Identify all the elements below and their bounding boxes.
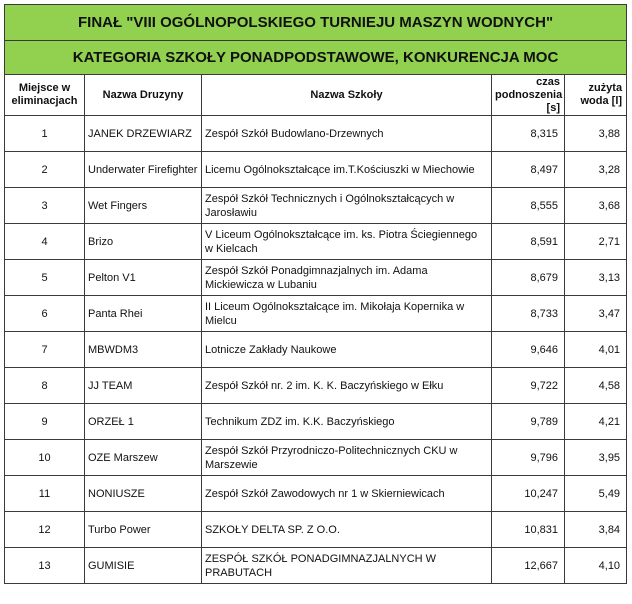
cell-school: Zespół Szkół Budowlano-Drzewnych: [202, 116, 492, 152]
cell-team: Brizo: [85, 224, 202, 260]
cell-time: 8,679: [492, 260, 565, 296]
table-row: [5, 224, 627, 260]
cell-place: 4: [5, 224, 85, 260]
cell-team: Underwater Firefighter: [85, 152, 202, 188]
cell-water: 3,95: [565, 440, 627, 476]
cell-water: 3,84: [565, 512, 627, 548]
cell-water: 5,49: [565, 476, 627, 512]
cell-school: II Liceum Ogólnokształcące im. Mikołaja Kopernika w Mielcu: [202, 296, 492, 332]
cell-water: 4,10: [565, 548, 627, 584]
cell-water: 4,58: [565, 368, 627, 404]
cell-school: Zespół Szkół Ponadgimnazjalnych im. Adama Mickiewicza w Lubaniu: [202, 260, 492, 296]
cell-school: Zespół Szkół nr. 2 im. K. K. Baczyńskiego w Ełku: [202, 368, 492, 404]
table-row: [5, 548, 627, 584]
cell-team: JANEK DRZEWIARZ: [85, 116, 202, 152]
cell-water: 4,01: [565, 332, 627, 368]
cell-school: Lotnicze Zakłady Naukowe: [202, 332, 492, 368]
cell-time: 9,789: [492, 404, 565, 440]
cell-time: 8,497: [492, 152, 565, 188]
cell-time: 9,646: [492, 332, 565, 368]
cell-water: 3,13: [565, 260, 627, 296]
page-title: FINAŁ "VIII OGÓLNOPOLSKIEGO TURNIEJU MASZYN WODNYCH": [5, 5, 627, 41]
cell-time: 10,831: [492, 512, 565, 548]
cell-team: MBWDM3: [85, 332, 202, 368]
cell-school: Technikum ZDZ im. K.K. Baczyńskiego: [202, 404, 492, 440]
cell-water: 3,28: [565, 152, 627, 188]
cell-team: Turbo Power: [85, 512, 202, 548]
table-row: [5, 512, 627, 548]
table-row: [5, 296, 627, 332]
cell-school: V Liceum Ogólnokształcące im. ks. Piotra Ściegiennego w Kielcach: [202, 224, 492, 260]
cell-place: 2: [5, 152, 85, 188]
cell-team: Panta Rhei: [85, 296, 202, 332]
table-row: [5, 260, 627, 296]
cell-place: 3: [5, 188, 85, 224]
results-sheet: [4, 4, 626, 584]
table-row: [5, 332, 627, 368]
cell-team: OZE Marszew: [85, 440, 202, 476]
cell-school: Licemu Ogólnokształcące im.T.Kościuszki w Miechowie: [202, 152, 492, 188]
cell-time: 8,315: [492, 116, 565, 152]
cell-team: NONIUSZE: [85, 476, 202, 512]
column-header-row: [5, 75, 627, 116]
cell-place: 13: [5, 548, 85, 584]
cell-time: 9,722: [492, 368, 565, 404]
cell-water: 3,68: [565, 188, 627, 224]
cell-place: 10: [5, 440, 85, 476]
table-row: [5, 440, 627, 476]
cell-place: 9: [5, 404, 85, 440]
cell-time: 12,667: [492, 548, 565, 584]
cell-time: 8,591: [492, 224, 565, 260]
cell-school: Zespół Szkół Przyrodniczo-Politechnicznych CKU w Marszewie: [202, 440, 492, 476]
cell-place: 1: [5, 116, 85, 152]
cell-team: Wet Fingers: [85, 188, 202, 224]
cell-school: ZESPÓŁ SZKÓŁ PONADGIMNAZJALNYCH W PRABUTACH: [202, 548, 492, 584]
cell-team: JJ TEAM: [85, 368, 202, 404]
cell-water: 3,88: [565, 116, 627, 152]
cell-school: Zespół Szkół Zawodowych nr 1 w Skierniewicach: [202, 476, 492, 512]
table-row: [5, 476, 627, 512]
cell-place: 6: [5, 296, 85, 332]
table-row: [5, 116, 627, 152]
cell-time: 10,247: [492, 476, 565, 512]
header-place: Miejsce w eliminacjach: [5, 75, 85, 116]
cell-water: 3,47: [565, 296, 627, 332]
cell-team: Pelton V1: [85, 260, 202, 296]
cell-school: Zespół Szkół Technicznych i Ogólnokształcących w Jarosławiu: [202, 188, 492, 224]
cell-place: 7: [5, 332, 85, 368]
cell-place: 11: [5, 476, 85, 512]
cell-time: 9,796: [492, 440, 565, 476]
cell-place: 5: [5, 260, 85, 296]
table-row: [5, 152, 627, 188]
cell-place: 8: [5, 368, 85, 404]
table-row: [5, 368, 627, 404]
cell-time: 8,555: [492, 188, 565, 224]
cell-water: 2,71: [565, 224, 627, 260]
cell-place: 12: [5, 512, 85, 548]
results-table: [4, 4, 627, 584]
cell-time: 8,733: [492, 296, 565, 332]
results-body: [5, 116, 627, 584]
title-row-1: [5, 5, 627, 41]
cell-water: 4,21: [565, 404, 627, 440]
cell-team: ORZEŁ 1: [85, 404, 202, 440]
header-team: Nazwa Druzyny: [85, 75, 202, 116]
title-row-2: [5, 41, 627, 75]
header-school: Nazwa Szkoły: [202, 75, 492, 116]
header-time: czas podnoszenia [s]: [492, 75, 565, 116]
page-subtitle: KATEGORIA SZKOŁY PONADPODSTAWOWE, KONKURENCJA MOC: [5, 41, 627, 75]
table-row: [5, 188, 627, 224]
cell-school: SZKOŁY DELTA SP. Z O.O.: [202, 512, 492, 548]
header-water: zużyta woda [l]: [565, 75, 627, 116]
table-row: [5, 404, 627, 440]
cell-team: GUMISIE: [85, 548, 202, 584]
